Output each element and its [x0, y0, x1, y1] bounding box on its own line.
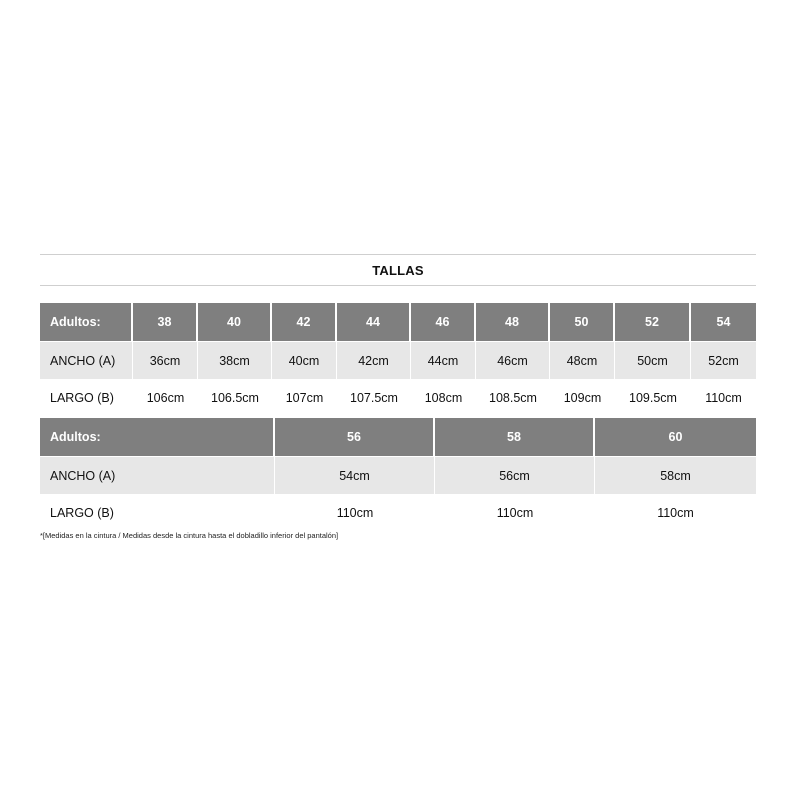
table-row	[40, 456, 756, 494]
table-cell: 58cm	[595, 456, 756, 494]
table-cell: 46cm	[476, 341, 550, 379]
row-label: LARGO (B)	[40, 379, 133, 416]
header-label: Adultos:	[40, 303, 133, 341]
table-cell: 40cm	[272, 341, 337, 379]
row-label: ANCHO (A)	[40, 341, 133, 379]
table-cell: 110cm	[435, 494, 595, 531]
row-label: ANCHO (A)	[40, 456, 275, 494]
table-cell: 107cm	[272, 379, 337, 416]
size-header: 48	[476, 303, 550, 341]
table-cell: 110cm	[275, 494, 435, 531]
table-row	[40, 494, 756, 531]
table-header-row	[40, 303, 756, 341]
header-label: Adultos:	[40, 418, 275, 456]
table-cell: 50cm	[615, 341, 691, 379]
table-cell: 110cm	[691, 379, 756, 416]
size-header: 42	[272, 303, 337, 341]
table-cell: 106.5cm	[198, 379, 272, 416]
table-cell: 52cm	[691, 341, 756, 379]
table-cell: 54cm	[275, 456, 435, 494]
table-cell: 48cm	[550, 341, 615, 379]
size-header: 60	[595, 418, 756, 456]
table-cell: 109.5cm	[615, 379, 691, 416]
table-cell: 107.5cm	[337, 379, 411, 416]
table-cell: 108cm	[411, 379, 476, 416]
table-cell: 38cm	[198, 341, 272, 379]
title-bar	[40, 254, 756, 286]
table-header-row	[40, 418, 756, 456]
footnote: *[Medidas en la cintura / Medidas desde la cintura hasta el dobladillo inferior del pantalón]	[40, 531, 339, 540]
table-cell: 108.5cm	[476, 379, 550, 416]
table-cell: 109cm	[550, 379, 615, 416]
size-header: 54	[691, 303, 756, 341]
row-label: LARGO (B)	[40, 494, 275, 531]
size-header: 38	[133, 303, 198, 341]
size-header: 40	[198, 303, 272, 341]
size-table-1	[40, 303, 756, 416]
size-header: 58	[435, 418, 595, 456]
table-row	[40, 341, 756, 379]
table-cell: 44cm	[411, 341, 476, 379]
size-header: 50	[550, 303, 615, 341]
size-header: 56	[275, 418, 435, 456]
size-header: 44	[337, 303, 411, 341]
table-cell: 106cm	[133, 379, 198, 416]
size-table-2	[40, 418, 756, 531]
table-cell: 42cm	[337, 341, 411, 379]
page-title: TALLAS	[372, 262, 424, 278]
table-cell: 110cm	[595, 494, 756, 531]
size-header: 52	[615, 303, 691, 341]
table-cell: 36cm	[133, 341, 198, 379]
size-header: 46	[411, 303, 476, 341]
table-row	[40, 379, 756, 416]
table-cell: 56cm	[435, 456, 595, 494]
